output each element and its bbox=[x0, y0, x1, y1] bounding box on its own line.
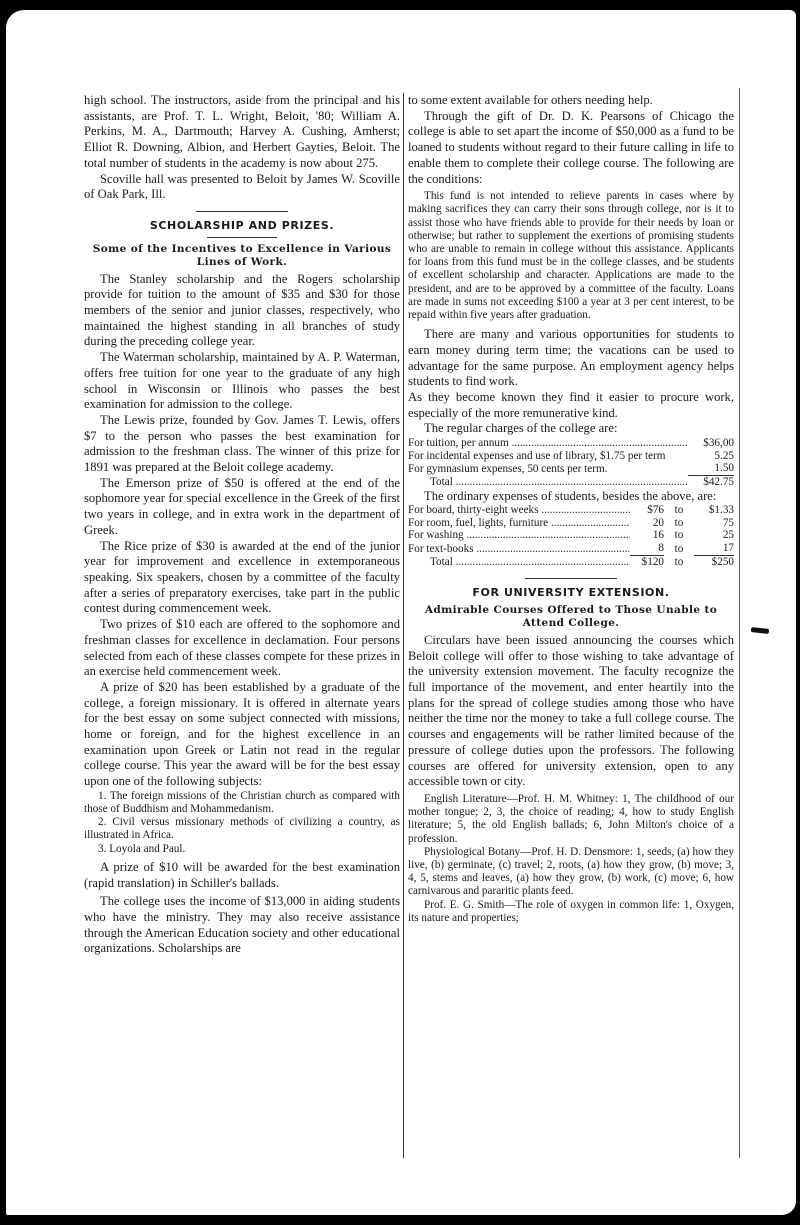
charge-label: For incidental expenses and use of library, $1.75 per term bbox=[408, 449, 666, 462]
expense-high: 17 bbox=[694, 542, 734, 555]
paragraph: The college uses the income of $13,000 in aiding students who have the ministry. They may also receive assistance through the American Education society and other educational organizations. Scholarships are bbox=[84, 894, 400, 956]
charge-amount: 5.25 bbox=[714, 449, 734, 462]
charge-row bbox=[408, 450, 734, 463]
course-description: Physiological Botany—Prof. H. D. Densmore: 1, seeds, (a) how they live, (b) germinate, (c) travel; 2, roots, (a) how they grow, (b) move; 3, 4, 5, stems and leaves, (a) how they grow, (b) work, (c) move; 6, how carnivarous and pararitic plants feed. bbox=[408, 845, 734, 898]
expense-row bbox=[408, 504, 734, 517]
section-heading: SCHOLARSHIP AND PRIZES. bbox=[149, 218, 335, 232]
section-heading: FOR UNIVERSITY EXTENSION. bbox=[472, 586, 670, 600]
column-divider bbox=[403, 93, 404, 1158]
right-border-rule bbox=[739, 88, 740, 1158]
charge-label: For tuition, per annum ..... bbox=[408, 437, 688, 450]
expenses-intro: The ordinary expenses of students, besides the above, are: bbox=[424, 488, 717, 503]
section-subheading: Some of the Incentives to Excellence in Various Lines of Work. bbox=[92, 242, 392, 268]
course-description: Prof. E. G. Smith—The role of oxygen in common life: 1, Oxygen, its nature and properties; bbox=[408, 898, 734, 924]
expense-high: 75 bbox=[722, 516, 734, 529]
expense-row bbox=[408, 529, 734, 542]
heading-rule bbox=[207, 237, 277, 238]
expense-total-high: $250 bbox=[711, 555, 734, 568]
expense-total-row bbox=[408, 555, 734, 568]
expense-total-label: Total ..... bbox=[408, 555, 630, 568]
loan-conditions-quote: This fund is not intended to relieve parents in cases where by making sacrifices they can carry their sons through college, nor is it to assist those who have friends able to provide for their needs by loan or otherwise; but rather to supplement the exertions of promising students who are unable to remain in college without this assistance. Applicants for loans from this fund must be in the college classes, and be students of excellent scholarship and character. Applications are made to the president, and are to be approved by a committee of the faculty. Loans are made in sums not exceeding $100 a year at 3 per cent interest, to be repaid within five years after graduation. bbox=[408, 190, 734, 322]
course-description: English Literature—Prof. H. M. Whitney: 1, The childhood of our mother tongue; 2, 3, the choice of reading; 4, how to study English literature; 5, the old English ballads; 6, John Milton's choice of a profession. bbox=[408, 792, 734, 845]
expense-low: 20 bbox=[652, 516, 664, 529]
expense-high: $1.33 bbox=[708, 504, 734, 517]
paragraph: As they become known they find it easier to procure work, especially of the more remunerative kind. bbox=[408, 390, 734, 420]
charges-intro: The regular charges of the college are: bbox=[424, 421, 618, 436]
section-subheading: Admirable Courses Offered to Those Unable to Attend College. bbox=[424, 603, 718, 629]
right-column bbox=[408, 93, 734, 925]
charge-row bbox=[408, 437, 734, 450]
paragraph: Scoville hall was presented to Beloit by James W. Scoville of Oak Park, Ill. bbox=[84, 171, 400, 202]
expense-total-to: to bbox=[674, 555, 684, 568]
expense-to: to bbox=[674, 529, 684, 542]
paragraph: The Waterman scholarship, maintained by A. P. Waterman, offers free tuition for one year to the graduate of any high school in Wisconsin or Illinois who passes the best examination for admission to the college. bbox=[84, 350, 400, 412]
expense-low: $76 bbox=[647, 504, 664, 517]
paragraph: The Lewis prize, founded by Gov. James T. Lewis, offers $7 to the person who passes the best examination for admission to the freshman class. The winner of this prize for 1891 was prepared at the Beloit college academy. bbox=[84, 412, 400, 475]
left-column bbox=[84, 93, 400, 957]
expense-low: 8 bbox=[630, 542, 664, 555]
expense-to: to bbox=[674, 516, 684, 529]
charge-amount: $36,00 bbox=[703, 437, 734, 450]
charge-row bbox=[408, 462, 734, 475]
charge-total-row bbox=[408, 475, 734, 488]
section-rule bbox=[525, 578, 617, 579]
expense-low: 16 bbox=[652, 529, 664, 542]
expense-high: 25 bbox=[722, 529, 734, 542]
expense-row bbox=[408, 542, 734, 555]
essay-subject: 3. Loyola and Paul. bbox=[98, 842, 186, 855]
essay-subject: 2. Civil versus missionary methods of civilizing a country, as illustrated in Africa. bbox=[84, 816, 400, 842]
paragraph: Two prizes of $10 each are offered to the sophomore and freshman classes for excellence in declamation. Four persons selected from each of these classes compete for these prizes in an exercise held commencement week. bbox=[84, 617, 400, 679]
expense-label: For room, fuel, lights, furniture ..... bbox=[408, 517, 630, 530]
paragraph: high school. The instructors, aside from the principal and his assistants, are Prof. T. L. Wright, Beloit, '80; William A. Perkins, M. A., Dartmouth; Harvey A. Cushing, Amherst; Elliot R. Downing, Albion, and Herbert Gayties, Beloit. The total number of students in the academy is now about 275. bbox=[84, 93, 400, 170]
expense-label: For washing ..... bbox=[408, 529, 630, 542]
paragraph: Circulars have been issued announcing the courses which Beloit college will offer to those wishing to take advantage of the university extension movement. The faculty recognize the full importance of the movement, and enter heartily into the plans for the spread of college studies among those who have neither the time nor the money to take a full college course. The courses and engagements will be rather limited because of the pressure of college duties upon the professors. The following courses are offered for university extension, open to any accessible town or city. bbox=[408, 632, 734, 789]
paragraph: The Emerson prize of $50 is offered at the end of the sophomore year for special excellence in the Greek of the first two years in college, and in extra work in the department of Greek. bbox=[84, 475, 400, 537]
paragraph: A prize of $20 has been established by a graduate of the college, a foreign missionary. It is offered in alternate years for the best essay on some subject connected with missions, home or foreign, and for the highest excellence in an examination upon Greek or Latin not read in the regular college course. This year the award will be for the best essay upon one of the following subjects: bbox=[84, 679, 400, 789]
expenses-table bbox=[408, 504, 734, 568]
paragraph: A prize of $10 will be awarded for the best examination (rapid translation) in Schiller's ballads. bbox=[84, 859, 400, 890]
charges-table bbox=[408, 437, 734, 488]
expense-total-low: $120 bbox=[641, 555, 664, 568]
paragraph: The Rice prize of $30 is awarded at the end of the junior year for improvement and excellence in extemporaneous speaking. Six speakers, chosen by a committee of the faculty after a series of preparatory exercises, take part in the public contest during commencement week. bbox=[84, 538, 400, 616]
expense-row bbox=[408, 517, 734, 530]
paragraph: Through the gift of Dr. D. K. Pearsons of Chicago the college is able to set apart the income of $50,000 as a fund to be loaned to students without regard to their future calling in life to enable them to complete their college course. The following are the conditions: bbox=[408, 108, 734, 186]
essay-subject: 1. The foreign missions of the Christian church as compared with those of Buddhism and Mohammedanism. bbox=[84, 789, 400, 816]
charge-label: For gymnasium expenses, 50 cents per term. bbox=[408, 462, 608, 475]
expense-label: For board, thirty-eight weeks ..... bbox=[408, 504, 630, 517]
expense-to: to bbox=[674, 542, 684, 555]
paragraph: The Stanley scholarship and the Rogers scholarship provide for tuition to the amount of $35 and $30 for those members of the senior and junior classes, respectively, who maintained the highest standing in all branches of study during the preceding college year. bbox=[84, 271, 400, 349]
expense-label: For text-books ..... bbox=[408, 542, 630, 555]
paragraph: to some extent available for others needing help. bbox=[408, 93, 653, 107]
section-rule bbox=[196, 211, 288, 212]
charge-amount: 1.50 bbox=[688, 462, 734, 475]
expense-to: to bbox=[674, 504, 684, 517]
paragraph: There are many and various opportunities for students to earn money during term time; the vacations can be used to advantage for the same purpose. An employment agency helps students to find work. bbox=[408, 327, 734, 389]
charge-total-label: Total ..... bbox=[408, 475, 688, 488]
charge-total-amount: $42.75 bbox=[703, 475, 734, 488]
